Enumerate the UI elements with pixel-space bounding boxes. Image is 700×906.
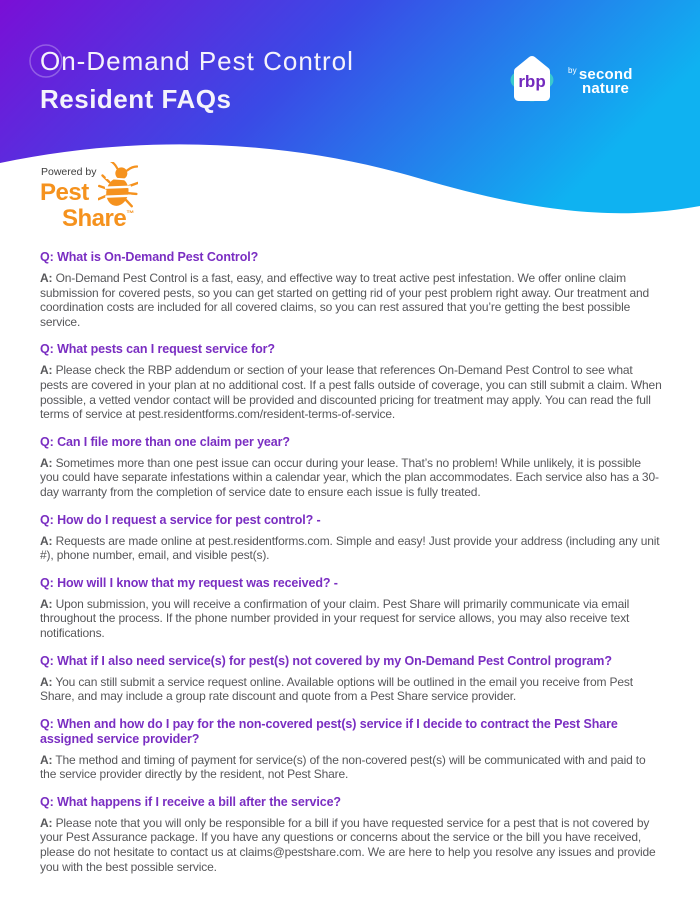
faq-question bbox=[40, 654, 662, 669]
faq-answer bbox=[40, 753, 662, 782]
faq-item bbox=[40, 342, 662, 421]
answer-text: The method and timing of payment for service(s) of the non-covered pest(s) will be communicated with and paid to the service provider directly by the resident, not Pest Share. bbox=[40, 752, 646, 782]
faq-answer bbox=[40, 456, 662, 500]
faq-item bbox=[40, 250, 662, 329]
powered-by-label: Powered by bbox=[41, 166, 97, 178]
page-subtitle: Resident FAQs bbox=[40, 84, 232, 114]
faq-question bbox=[40, 342, 662, 357]
question-text: How will I know that my request was received? - bbox=[57, 575, 338, 590]
brand-word-nature: nature bbox=[582, 80, 630, 97]
faq-item bbox=[40, 513, 662, 563]
by-label: by bbox=[568, 66, 577, 75]
question-prefix: Q: bbox=[40, 512, 54, 527]
faq-question bbox=[40, 717, 662, 747]
brand-word-second: second bbox=[578, 66, 633, 83]
question-text: What is On-Demand Pest Control? bbox=[57, 250, 259, 264]
answer-prefix: A: bbox=[40, 271, 53, 285]
second-nature-wordmark bbox=[568, 64, 633, 96]
faq-item bbox=[40, 795, 662, 874]
question-text: What happens if I receive a bill after the service? bbox=[57, 794, 341, 809]
answer-text: Upon submission, you will receive a confirmation of your claim. Pest Share will primarily communicate via email throughout the process. If the phone number provided in your request for service allows, you may also receive text notifications. bbox=[40, 596, 630, 640]
answer-prefix: A: bbox=[40, 455, 53, 470]
question-prefix: Q: bbox=[40, 716, 54, 731]
page-title: On-Demand Pest Control bbox=[40, 46, 354, 76]
faq-question bbox=[40, 250, 662, 265]
answer-prefix: A: bbox=[40, 533, 53, 548]
question-prefix: Q: bbox=[40, 653, 54, 668]
faq-question bbox=[40, 435, 662, 450]
answer-prefix: A: bbox=[40, 752, 53, 767]
question-prefix: Q: bbox=[40, 434, 54, 449]
pest-share-lockup bbox=[40, 166, 200, 246]
bug-icon bbox=[98, 162, 138, 214]
answer-prefix: A: bbox=[40, 596, 53, 611]
question-prefix: Q: bbox=[40, 794, 54, 809]
question-text: What pests can I request service for? bbox=[57, 342, 275, 357]
answer-text: Please check the RBP addendum or section of your lease that references On-Demand Pest Control to see what pests are covered in your plan at no additional cost. If a pest falls outside of coverage, you can still submit a claim. When possible, a vetted vendor contact will be provided and discounted pricing for treatment may apply. You can read the full terms of service at pest.residentforms.com/resident-terms-of-service. bbox=[40, 363, 662, 422]
answer-prefix: A: bbox=[40, 815, 53, 830]
pestshare-word-pest: Pest bbox=[40, 179, 89, 206]
faq-answer bbox=[40, 534, 662, 563]
answer-text: You can still submit a service request online. Available options will be outlined in the email you receive from Pest Share, and may include a group rate discount and quote from a Pest Share service provider. bbox=[40, 674, 633, 704]
answer-text: Sometimes more than one pest issue can occur during your lease. That’s no problem! While unlikely, it is possible you could have separate infestations within a calendar year, which the plan accommodates. Each service also has a 30-day warranty from the completion of service date to ensure each issue is fully treated. bbox=[40, 455, 659, 499]
question-text: Can I file more than one claim per year? bbox=[57, 434, 290, 449]
faq-answer bbox=[40, 816, 662, 874]
header-titles bbox=[40, 42, 354, 118]
answer-prefix: A: bbox=[40, 674, 53, 689]
faq-answer bbox=[40, 363, 662, 421]
answer-text: On-Demand Pest Control is a fast, easy, and effective way to treat active pest infestation. We offer online claim submission for covered pests, so you can get started on getting rid of your pest problem right away. Our treatment and coordination costs are included for all covered claims, so you can rest assured that you’re getting the best possible service. bbox=[40, 271, 650, 329]
answer-prefix: A: bbox=[40, 363, 53, 378]
faq-item bbox=[40, 717, 662, 782]
faq-item bbox=[40, 435, 662, 500]
pestshare-word-share: Share™ bbox=[62, 205, 134, 232]
faq-answer bbox=[40, 597, 662, 641]
question-text: How do I request a service for pest control? - bbox=[57, 512, 321, 527]
answer-text: Please note that you will only be responsible for a bill if you have requested service for a pest that is not covered by your Pest Assurance package. If you have any questions or concerns about the service or the bill you have received, please do not hesitate to contact us at claims@pestshare.com. We are here to help you resolve any issues and provide you with the best possible service. bbox=[40, 815, 656, 874]
faq-question bbox=[40, 576, 662, 591]
question-text: What if I also need service(s) for pest(s) not covered by my On-Demand Pest Control program? bbox=[57, 653, 612, 668]
faq-item bbox=[40, 654, 662, 704]
answer-text: Requests are made online at pest.residentforms.com. Simple and easy! Just provide your address (including any unit #), phone number, email, and visible pest(s). bbox=[40, 533, 660, 563]
faq-question bbox=[40, 513, 662, 528]
rbp-brand-lockup bbox=[504, 50, 633, 110]
question-prefix: Q: bbox=[40, 250, 54, 264]
question-prefix: Q: bbox=[40, 575, 54, 590]
trademark-symbol: ™ bbox=[126, 209, 134, 218]
question-text: When and how do I pay for the non-covered pest(s) service if I decide to contract the Pest Share assigned service provider? bbox=[40, 716, 618, 746]
faq-question bbox=[40, 795, 662, 810]
rbp-logo-icon bbox=[504, 50, 560, 110]
faq-answer bbox=[40, 271, 662, 329]
rbp-logo-text: rbp bbox=[518, 72, 546, 91]
faq-item bbox=[40, 576, 662, 641]
faq-answer bbox=[40, 675, 662, 704]
question-prefix: Q: bbox=[40, 342, 54, 357]
faq-list bbox=[40, 250, 662, 887]
